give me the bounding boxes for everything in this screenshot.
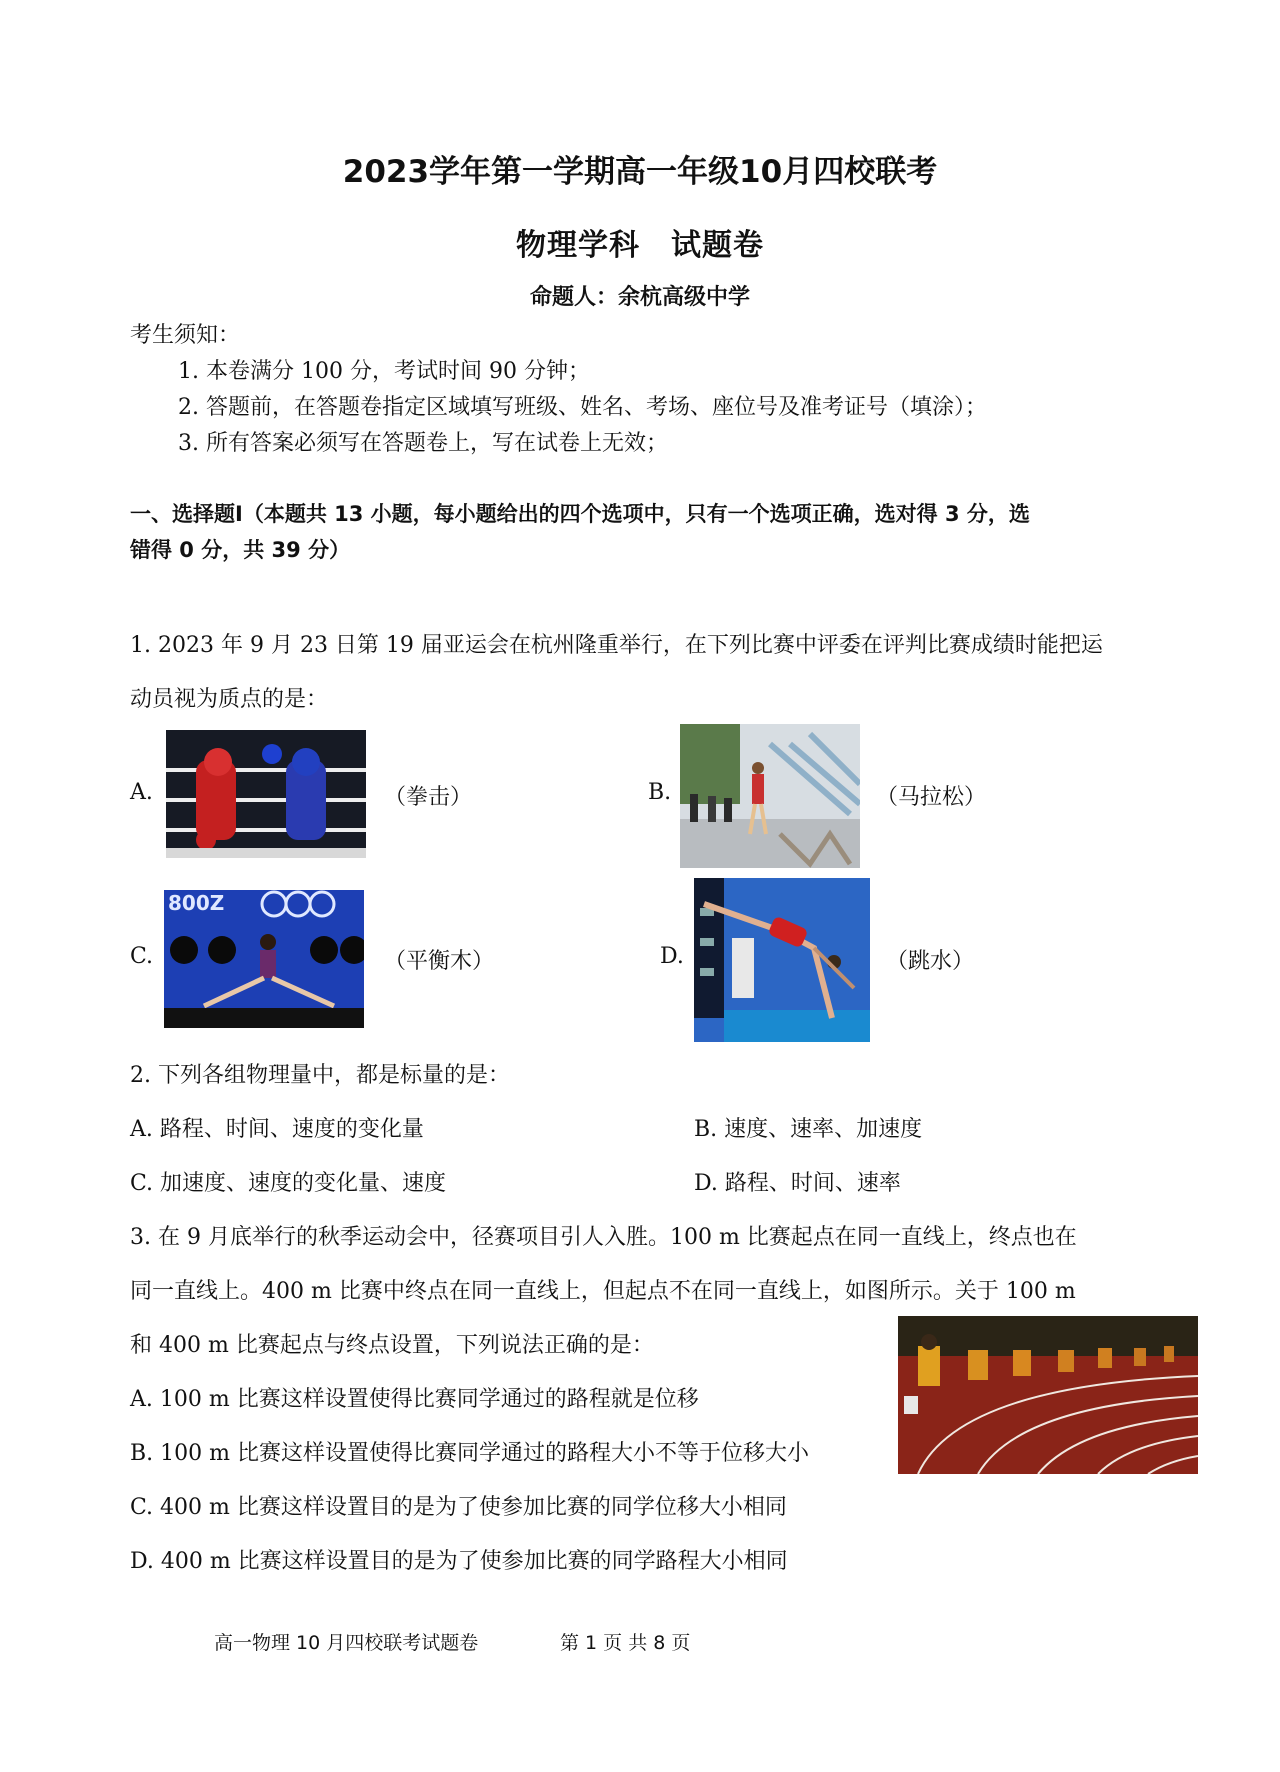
- footer-page-number: 第 1 页 共 8 页: [560, 1632, 691, 1654]
- exam-title: 2023学年第一学期高一年级10月四校联考: [342, 154, 938, 190]
- section-heading-line1: 一、选择题Ⅰ（本题共 13 小题，每小题给出的四个选项中，只有一个选项正确，选对得 3 分，选: [130, 502, 1030, 526]
- marathon-photo: [680, 724, 860, 868]
- q1-option-c-caption: （平衡木）: [384, 949, 495, 974]
- notice-item-3: 3. 所有答案必须写在答题卷上，写在试卷上无效；: [178, 431, 668, 456]
- q1-option-a-caption: （拳击）: [384, 785, 473, 810]
- footer-exam-name: 高一物理 10 月四校联考试题卷: [214, 1632, 479, 1654]
- notice-item-2: 2. 答题前，在答题卷指定区域填写班级、姓名、考场、座位号及准考证号（填涂）；: [178, 395, 987, 420]
- q1-stem-line2: 动员视为质点的是：: [130, 687, 329, 712]
- q1-option-a-letter: A.: [130, 780, 153, 805]
- running-track-photo: [898, 1316, 1198, 1474]
- q3-option-a: A. 100 m 比赛这样设置使得比赛同学通过的路程就是位移: [130, 1387, 699, 1412]
- diving-photo: [694, 878, 870, 1042]
- exam-subtitle: 物理学科 试题卷: [516, 228, 764, 263]
- q3-stem-line2: 同一直线上。400 m 比赛中终点在同一直线上，但起点不在同一直线上，如图所示。关于 100 m: [130, 1279, 1076, 1304]
- notice-heading: 考生须知：: [130, 323, 241, 348]
- q1-option-b-letter: B.: [648, 780, 672, 805]
- q1-option-d-letter: D.: [660, 944, 684, 969]
- q1-option-b-caption: （马拉松）: [876, 785, 987, 810]
- q3-option-d: D. 400 m 比赛这样设置目的是为了使参加比赛的同学路程大小相同: [130, 1549, 788, 1574]
- q1-option-d-caption: （跳水）: [886, 949, 975, 974]
- section-heading-line2: 错得 0 分，共 39 分）: [130, 538, 351, 562]
- balance-beam-photo: [164, 890, 364, 1028]
- q3-option-c: C. 400 m 比赛这样设置目的是为了使参加比赛的同学位移大小相同: [130, 1495, 787, 1520]
- q1-stem-line1: 1. 2023 年 9 月 23 日第 19 届亚运会在杭州隆重举行，在下列比赛中评委在评判比赛成绩时能把运: [130, 633, 1103, 658]
- q3-option-b: B. 100 m 比赛这样设置使得比赛同学通过的路程大小不等于位移大小: [130, 1441, 809, 1466]
- q2-option-a: A. 路程、时间、速度的变化量: [130, 1117, 424, 1142]
- q3-stem-line3: 和 400 m 比赛起点与终点设置，下列说法正确的是：: [130, 1333, 654, 1358]
- notice-item-1: 1. 本卷满分 100 分，考试时间 90 分钟；: [178, 359, 590, 384]
- q2-option-b: B. 速度、速率、加速度: [694, 1117, 923, 1142]
- q1-option-c-letter: C.: [130, 944, 154, 969]
- exam-author: 命题人：余杭高级中学: [529, 285, 750, 310]
- svg-text:800Z: 800Z: [168, 891, 225, 915]
- boxing-photo: [166, 730, 366, 858]
- q2-stem: 2. 下列各组物理量中，都是标量的是：: [130, 1063, 510, 1088]
- q2-option-c: C. 加速度、速度的变化量、速度: [130, 1171, 447, 1196]
- q3-stem-line1: 3. 在 9 月底举行的秋季运动会中，径赛项目引人入胜。100 m 比赛起点在同一直线上，终点也在: [130, 1225, 1077, 1250]
- q2-option-d: D. 路程、时间、速率: [694, 1171, 901, 1196]
